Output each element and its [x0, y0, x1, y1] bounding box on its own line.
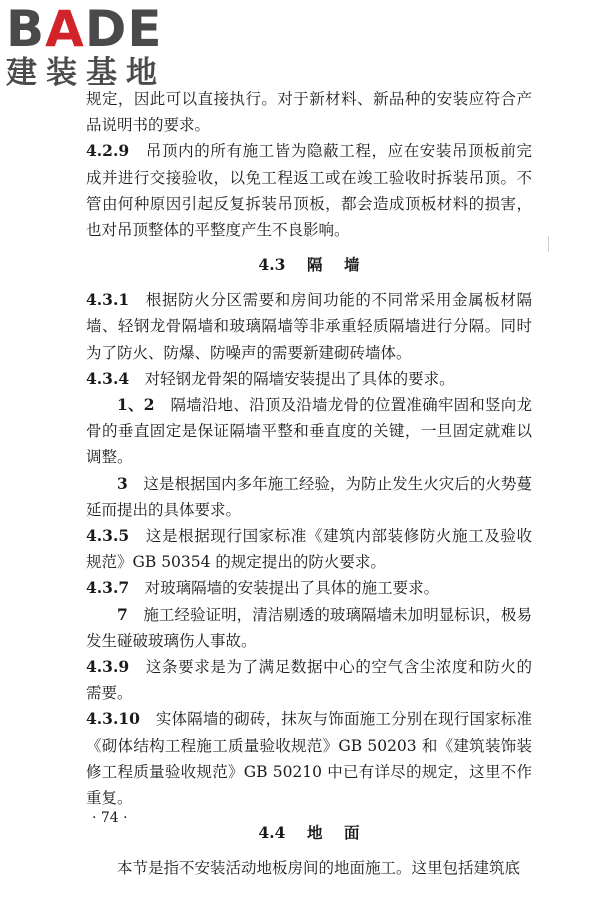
paragraph-4-4-intro [86, 855, 532, 881]
section-heading-4-3: 4.3 隔 墙 [258, 255, 360, 275]
paragraph-text: 这是根据现行国家标准《建筑内部装修防火施工及验收规范》GB 50354 的规定提出的防火要求。 [86, 527, 532, 572]
paragraph-item-1-2 [86, 392, 532, 471]
paragraph-continued [86, 86, 532, 138]
paragraph-text: 隔墙沿地、沿顶及沿墙龙骨的位置准确牢固和竖向龙骨的垂直固定是保证隔墙平整和垂直度的关键，一旦固定就难以调整。 [86, 396, 532, 467]
logo-wordmark [6, 0, 176, 58]
clause-number: 4.3.7 [86, 578, 130, 598]
margin-mark [548, 236, 549, 252]
paragraph-text: 规定，因此可以直接执行。对于新材料、新品种的安装应符合产品说明书的要求。 [86, 90, 532, 135]
clause-number: 4.3.1 [86, 290, 130, 310]
paragraph-text: 本节是指不安装活动地板房间的地面施工。这里包括建筑底 [117, 859, 521, 878]
paragraph-text: 吊顶内的所有施工皆为隐蔽工程，应在安装吊顶板前完成并进行交接验收，以免工程返工或在竣工验收时拆装吊顶。不管由何种原因引起反复拆装吊顶板，都会造成顶板材料的损害，也对吊顶整体的平整度产生不良影响。 [86, 142, 532, 240]
page-body [86, 86, 532, 881]
paragraph-4-3-5 [86, 523, 532, 575]
paragraph-text: 对轻钢龙骨架的隔墙安装提出了具体的要求。 [144, 369, 455, 388]
publisher-logo [6, 0, 176, 96]
page-number: · 74 · [92, 810, 128, 826]
item-number: 7 [117, 604, 128, 624]
paragraph-item-3 [86, 471, 532, 523]
paragraph-4-3-1 [86, 287, 532, 366]
clause-number: 4.3.5 [86, 526, 130, 546]
paragraph-text: 实体隔墙的砌砖，抹灰与饰面施工分别在现行国家标准《砌体结构工程施工质量验收规范》GB 50203 和《建筑装饰装修工程质量验收规范》GB 50210 中已有详尽的规定，这里不作重复。 [86, 710, 532, 808]
paragraph-4-3-7 [86, 575, 532, 601]
paragraph-item-7 [86, 602, 532, 654]
section-heading-4-4: 4.4 地 面 [258, 823, 360, 843]
logo-subtitle: 建装基地 [6, 55, 166, 91]
paragraph-text: 施工经验证明，清洁剔透的玻璃隔墙未加明显标识，极易发生碰破玻璃伤人事故。 [86, 605, 532, 650]
clause-number: 4.3.4 [86, 368, 130, 388]
paragraph-4-2-9 [86, 138, 532, 243]
paragraph-text: 这是根据国内多年施工经验，为防止发生火灾后的火势蔓延而提出的具体要求。 [86, 474, 532, 519]
clause-number: 4.3.9 [86, 657, 130, 677]
paragraph-4-3-9 [86, 654, 532, 706]
paragraph-4-3-4 [86, 366, 532, 392]
item-number: 1、2 [117, 395, 155, 415]
logo-letters-de: DE [84, 0, 163, 58]
paragraph-text: 对玻璃隔墙的安装提出了具体的施工要求。 [144, 579, 440, 598]
paragraph-4-3-10 [86, 706, 532, 811]
item-number: 3 [117, 473, 128, 493]
logo-letter-a: A [45, 0, 85, 58]
clause-number: 4.3.10 [86, 709, 140, 729]
paragraph-text: 这条要求是为了满足数据中心的空气含尘浓度和防火的需要。 [86, 658, 532, 703]
paragraph-text: 根据防火分区需要和房间功能的不同常采用金属板材隔墙、轻钢龙骨隔墙和玻璃隔墙等非承重轻质隔墙进行分隔。同时为了防火、防爆、防噪声的需要新建砌砖墙体。 [86, 291, 532, 362]
clause-number: 4.2.9 [86, 141, 130, 161]
logo-letter-b: B [6, 0, 46, 58]
